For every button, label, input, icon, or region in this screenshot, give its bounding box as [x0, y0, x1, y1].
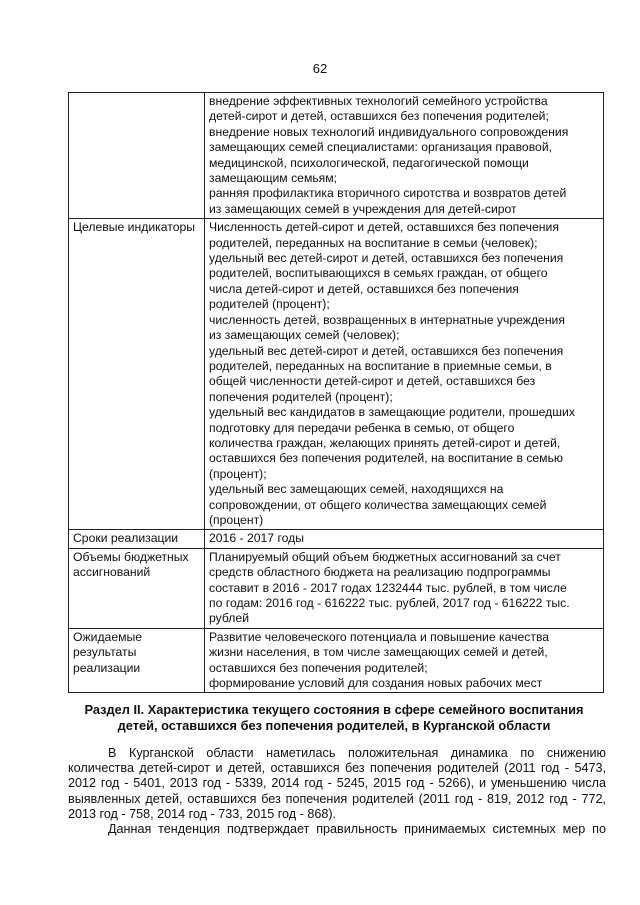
row-label: Целевые индикаторы [69, 219, 205, 530]
value-line: (процент); [209, 466, 267, 481]
value-line: численность детей, возвращенных в интернатные учреждения [209, 312, 565, 327]
value-line: 2016 - 2017 годы [209, 531, 305, 546]
value-line: из замещающих семей в учреждения для детей-сирот [209, 201, 517, 216]
value-line: замещающим семьям; [209, 171, 338, 186]
value-line: рублей [209, 611, 250, 626]
table-row [69, 530, 604, 548]
paragraph: В Курганской области наметилась положительная динамика по снижению количества детей-сирот и детей, оставшихся без попечения родителей (2011 год - 5473, 2012 год - 5401, 2013 год - 5339, 2014 год - 5245, 2015 год - 5266), и уменьшению числа выявленных детей, оставшихся без попечения родителей (2011 год - 819, 2012 год - 772, 2013 год - 758, 2014 год - 733, 2015 год - 868). [68, 746, 606, 821]
body-text [68, 746, 606, 837]
table-row [69, 628, 604, 693]
table-row [69, 548, 604, 628]
value-line: удельный вес замещающих семей, находящихся на [209, 482, 504, 497]
value-line: родителей, переданных на воспитание в семьи (человек); [209, 235, 538, 250]
value-line: удельный вес детей-сирот и детей, оставшихся без попечения [209, 343, 564, 358]
row-label [69, 93, 205, 219]
value-line: замещающих семей специалистами: организация правовой, [209, 140, 553, 155]
subprogram-passport-table [68, 92, 604, 693]
value-line: медицинской, психологической, педагогической помощи [209, 155, 529, 170]
value-line: подготовку для передачи ребенка в семью, от общего [209, 420, 515, 435]
value-line: по годам: 2016 год - 616222 тыс. рублей, 2017 год - 616222 тыс. [209, 596, 570, 610]
value-line: общей численности детей-сирот и детей, оставшихся без [209, 374, 536, 389]
table-row [69, 219, 604, 530]
value-line: Планируемый общий объем бюджетных ассигнований за счет [209, 549, 561, 564]
section-heading: Раздел II. Характеристика текущего состояния в сфере семейного воспитания детей, оставшихся без попечения родителей, в Курганской области [84, 702, 584, 733]
value-line: внедрение эффективных технологий семейного устройства [209, 94, 548, 108]
value-line: средств областного бюджета на реализацию подпрограммы [209, 565, 551, 580]
value-line: числа детей-сирот и детей, оставшихся без попечения [209, 281, 519, 296]
value-line: количества граждан, желающих принять детей-сирот и детей, [209, 435, 561, 450]
value-line: родителей, воспитывающихся в семьях граждан, от общего [209, 266, 548, 281]
value-line: из замещающих семей (человек); [209, 328, 400, 343]
value-line: детей-сирот и детей, оставшихся без попечения родителей; [209, 109, 549, 124]
value-line: формирование условий для создания новых рабочих мест [209, 676, 543, 691]
value-line: удельный вес детей-сирот и детей, оставшихся без попечения [209, 251, 564, 266]
value-line: внедрение новых технологий индивидуального сопровождения [209, 124, 569, 139]
row-label: Ожидаемые результаты реализации [69, 628, 205, 693]
value-line: Развитие человеческого потенциала и повышение качества [209, 629, 550, 644]
value-line: сопровождении, от общего количества замещающих семей [209, 497, 547, 512]
value-line: родителей, переданных на воспитание в приемные семьи, в [209, 358, 552, 373]
row-label: Сроки реализации [69, 530, 205, 548]
value-line: ранняя профилактика вторичного сиротства и возвратов детей [209, 186, 567, 201]
table-row [69, 93, 604, 219]
value-line: оставшихся без попечения родителей, на воспитание в семью [209, 451, 564, 466]
value-line: (процент) [209, 512, 264, 527]
value-line: родителей (процент); [209, 297, 330, 312]
value-line: попечения родителей (процент); [209, 389, 393, 404]
row-value [205, 548, 604, 628]
value-line: оставшихся без попечения родителей; [209, 660, 428, 675]
paragraph: Данная тенденция подтверждает правильность принимаемых системных мер по [108, 822, 606, 837]
value-line: Численность детей-сирот и детей, оставшихся без попечения [209, 220, 559, 235]
value-line: жизни населения, в том числе замещающих семей и детей, [209, 645, 548, 660]
row-value [205, 530, 604, 548]
value-line: составит в 2016 - 2017 годах 1232444 тыс. рублей, в том числе [209, 580, 567, 595]
row-value [205, 219, 604, 530]
row-label: Объемы бюджетных ассигнований [69, 548, 205, 628]
value-line: удельный вес кандидатов в замещающие родители, прошедших [209, 405, 575, 420]
row-value [205, 93, 604, 219]
row-value [205, 628, 604, 693]
page-number: 62 [312, 61, 328, 76]
